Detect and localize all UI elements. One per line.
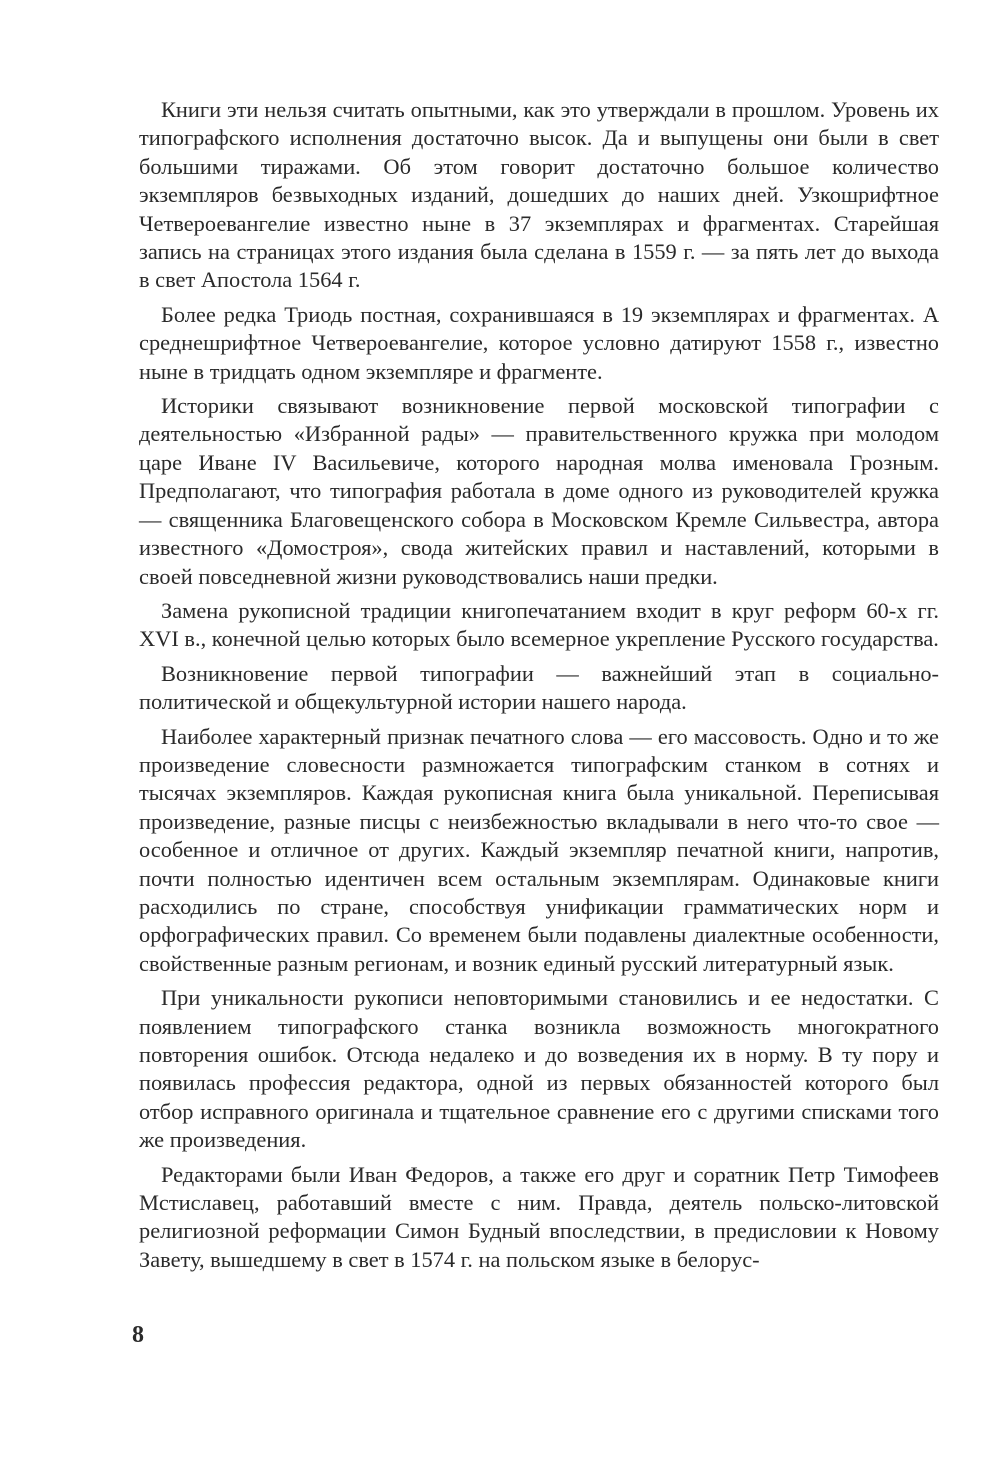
paragraph: Редакторами были Иван Федоров, а также его друг и соратник Петр Тимофеев Мстиславец, работавший вместе с ним. Правда, деятель польско-литовской религиозной реформации Симон Будный впоследствии, в предисловии к Новому Завету, вышедшему в свет в 1574 г. на польском языке в белорус- (139, 1161, 939, 1272)
paragraph: Историки связывают возникновение первой московской типографии с деятельностью «Избранной рады» — правительственного кружка при молодом царе Иване IV Васильевиче, которого народная молва именовала Грозным. Предполагают, что типография работала в доме одного из руководителей кружка — священника Благовещенского собора в Московском Кремле Сильвестра, автора известного «Домостроя», свода житейских правил и наставлений, которыми в своей повседневной жизни руководствовались наши предки. (139, 393, 939, 589)
paragraph: Более редка Триодь постная, сохранившаяся в 19 экземплярах и фрагментах. А среднешрифтное Четвероевангелие, которое условно датируют 1558 г., известно ныне в тридцать одном экземпляре и фрагменте. (139, 301, 939, 384)
page-number: 8 (132, 1322, 144, 1348)
paragraph: При уникальности рукописи неповторимыми становились и ее недостатки. С появлением типографского станка возникла возможность многократного повторения ошибок. Отсюда недалеко и до возведения их в норму. В ту пору и появилась профессия редактора, одной из первых обязанностей которого был отбор исправного оригинала и тщательное сравнение его с другими списками того же произведения. (139, 985, 939, 1153)
paragraph: Наиболее характерный признак печатного слова — его массовость. Одно и то же произведение словесности размножается типографским станком в сотнях и тысячах экземпляров. Каждая рукописная книга была уникальной. Переписывая произведение, разные писцы с неизбежностью вкладывали в него что-то свое — особенное и отличное от других. Каждый экземпляр печатной книги, напротив, почти полностью идентичен всем остальным экземплярам. Одинаковые книги расходились по стране, способствуя унификации грамматических норм и орфографических правил. Со временем были подавлены диалектные особенности, свойственные разным регионам, и возник единый русский литературный язык. (139, 723, 939, 976)
paragraph: Замена рукописной традиции книгопечатанием входит в круг реформ 60-х гг. XVI в., конечной целью которых было всемерное укрепление Русского государства. (139, 597, 939, 652)
paragraph: Возникновение первой типографии — важнейший этап в социально-политической и общекультурной истории нашего народа. (139, 660, 939, 715)
body-text (139, 96, 939, 1280)
paragraph: Книги эти нельзя считать опытными, как это утверждали в прошлом. Уровень их типографского исполнения достаточно высок. Да и выпущены они были в свет большими тиражами. Об этом говорит достаточно большое количество экземпляров безвыходных изданий, дошедших до наших дней. Узкошрифтное Четвероевангелие известно ныне в 37 экземплярах и фрагментах. Старейшая запись на страницах этого издания была сделана в 1559 г. — за пять лет до выхода в свет Апостола 1564 г. (139, 97, 939, 293)
